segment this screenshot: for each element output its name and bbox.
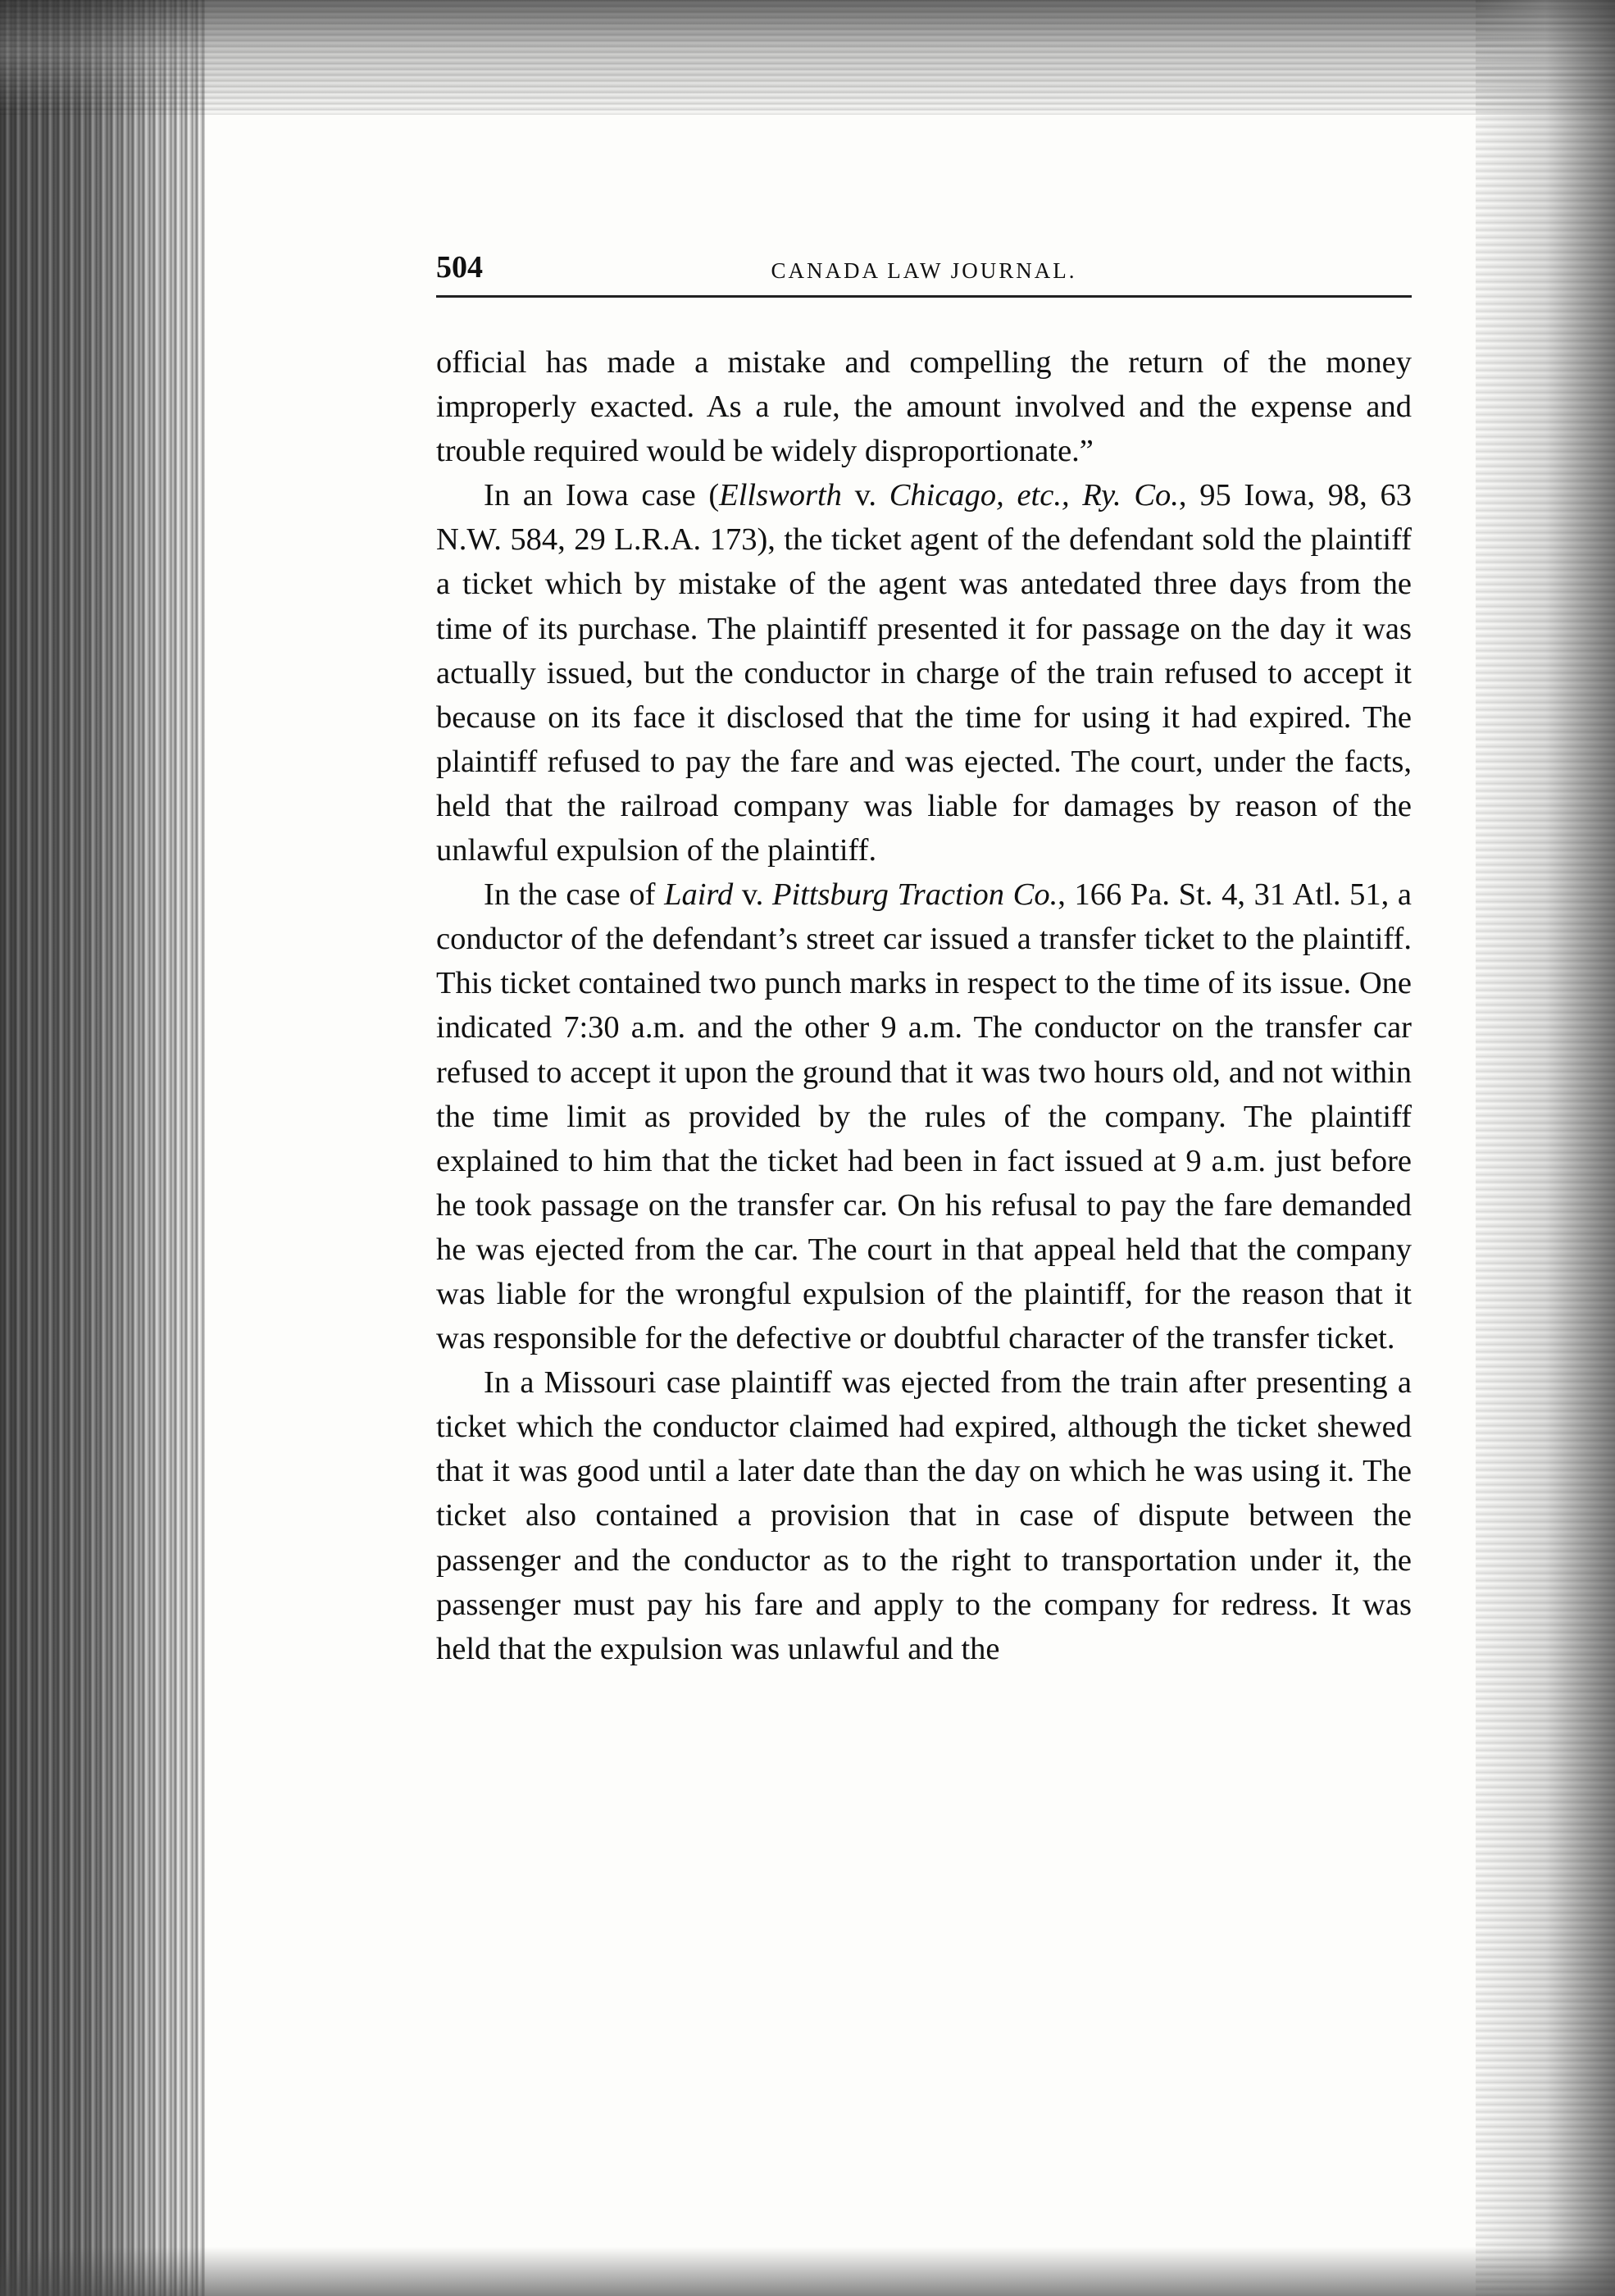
scan-edge-bottom [0,2247,1615,2296]
text-run: v. [733,877,772,913]
case-name-italic: Ellsworth [719,478,842,513]
text-run: In the case of [484,877,665,913]
case-name-italic: Laird [664,877,734,913]
text-run: In an Iowa case ( [484,478,720,513]
paragraph [436,1360,1412,1671]
paragraph [436,340,1412,473]
body-text [436,340,1412,1671]
scan-edge-right [1476,0,1615,2296]
journal-page [436,246,1412,1671]
text-run: , 95 Iowa, 98, 63 N.W. 584, 29 L.R.A. 173), the ticket agent of the defendant sold the plaintiff a ticket which by mistake of the agent was antedated three days from the time of its purchase. The plaintiff presented it for passage on the day it was actually issued, but the conductor in charge of the train refused to accept it because on its face it disclosed that the time for using it had expired. The plaintiff refused to pay the fare and was ejected. The court, under the facts, held that the railroad company was liable for damages by reason of the unlawful expulsion of the plaintiff. [436,478,1412,868]
paragraph [436,872,1412,1360]
case-name-italic: Pittsburg Traction Co. [771,877,1058,913]
text-run: official has made a mistake and compelling the return of the money improperly exacted. As a rule, the amount involved and the expense and trouble required would be widely disproportionate.” [436,345,1412,469]
running-head [436,246,1412,298]
scan-edge-left [0,0,205,2296]
page-number: 504 [436,250,483,285]
text-run: In a Missouri case plaintiff was ejected from the train after presenting a ticket which the conductor claimed had expired, although the ticket shewed that it was good until a later date than the day on which he was using it. The ticket also contained a provision that in case of dispute between the passenger and the conductor as to the right to transportation under it, the passenger must pay his fare and apply to the company for redress. It was held that the expulsion was unlawful and the [436,1365,1412,1666]
scan-edge-top [0,0,1615,115]
journal-title: CANADA LAW JOURNAL. [771,258,1077,283]
text-run: , 166 Pa. St. 4, 31 Atl. 51, a conductor of the defendant’s street car issued a transfer ticket to the plaintiff. This ticket contained two punch marks in respect to the time of its issue. One indicated 7:30 a.m. and the other 9 a.m. The conductor on the transfer car refused to accept it upon the ground that it was two hours old, and not within the time limit as provided by the rules of the company. The plaintiff explained to him that the ticket had been in fact issued at 9 a.m. just before he took passage on the transfer car. On his refusal to pay the fare demanded he was ejected from the car. The court in that appeal held that the company was liable for the wrongful expulsion of the plaintiff, for the reason that it was responsible for the defective or doubtful character of the transfer ticket. [436,877,1412,1356]
paragraph [436,473,1412,872]
case-name-italic: Chicago, etc., Ry. Co. [889,478,1179,513]
text-run: v. [841,478,889,513]
